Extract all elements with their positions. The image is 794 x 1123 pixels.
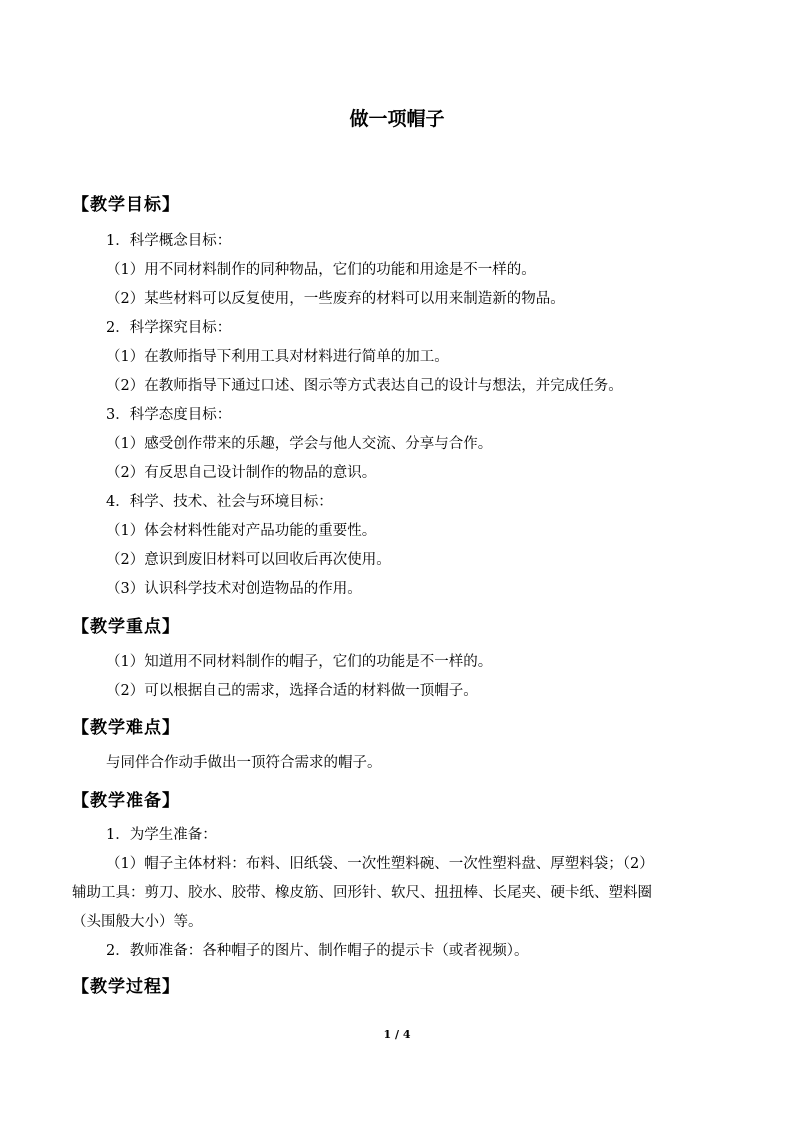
key-point-line: （1）知道用不同材料制作的帽子，它们的功能是不一样的。 bbox=[106, 654, 493, 670]
goal-line: （3）认识科学技术对创造物品的作用。 bbox=[106, 581, 362, 597]
goal-line: 2．科学探究目标： bbox=[106, 320, 232, 336]
goal-line: 3．科学态度目标： bbox=[106, 407, 232, 423]
goal-line: 1．科学概念目标： bbox=[106, 233, 232, 249]
goal-line: （1）用不同材料制作的同种物品，它们的功能和用途是不一样的。 bbox=[106, 262, 536, 278]
goal-line: （2）某些材料可以反复使用，一些废弃的材料可以用来制造新的物品。 bbox=[106, 291, 565, 307]
heading-key-points: 【教学重点】 bbox=[72, 617, 180, 637]
goal-line: 4．科学、技术、社会与环境目标： bbox=[106, 494, 333, 510]
heading-difficulties: 【教学难点】 bbox=[72, 718, 180, 738]
goal-line: （1）体会材料性能对产品功能的重要性。 bbox=[106, 523, 377, 539]
key-point-line: （2）可以根据自己的需求，选择合适的材料做一顶帽子。 bbox=[106, 683, 478, 699]
goal-line: （2）意识到废旧材料可以回收后再次使用。 bbox=[106, 552, 391, 568]
page-number: 1 / 4 bbox=[383, 1028, 411, 1041]
goal-line: （1）在教师指导下利用工具对材料进行简单的加工。 bbox=[106, 349, 449, 365]
prep-line: 辅助工具：剪刀、胶水、胶带、橡皮筋、回形针、软尺、扭扭棒、长尾夹、硬卡纸、塑料圈 bbox=[72, 885, 652, 901]
page-title: 做一项帽子 bbox=[349, 108, 445, 130]
goal-line: （1）感受创作带来的乐趣，学会与他人交流、分享与合作。 bbox=[106, 436, 493, 452]
prep-line: （1）帽子主体材料：布料、旧纸袋、一次性塑料碗、一次性塑料盘、厚塑料袋；（2） bbox=[106, 856, 654, 872]
goal-line: （2）有反思自己设计制作的物品的意识。 bbox=[106, 465, 377, 481]
heading-process: 【教学过程】 bbox=[72, 977, 180, 997]
heading-preparation: 【教学准备】 bbox=[72, 791, 180, 811]
prep-line: 1．为学生准备： bbox=[106, 827, 217, 843]
prep-line: 2．教师准备：各种帽子的图片、制作帽子的提示卡（或者视频）。 bbox=[106, 943, 529, 959]
goal-line: （2）在教师指导下通过口述、图示等方式表达自己的设计与想法，并完成任务。 bbox=[106, 378, 623, 394]
prep-line: （头围般大小）等。 bbox=[72, 914, 203, 930]
difficulty-line: 与同伴合作动手做出一顶符合需求的帽子。 bbox=[106, 755, 382, 771]
heading-teaching-goals: 【教学目标】 bbox=[72, 195, 180, 215]
